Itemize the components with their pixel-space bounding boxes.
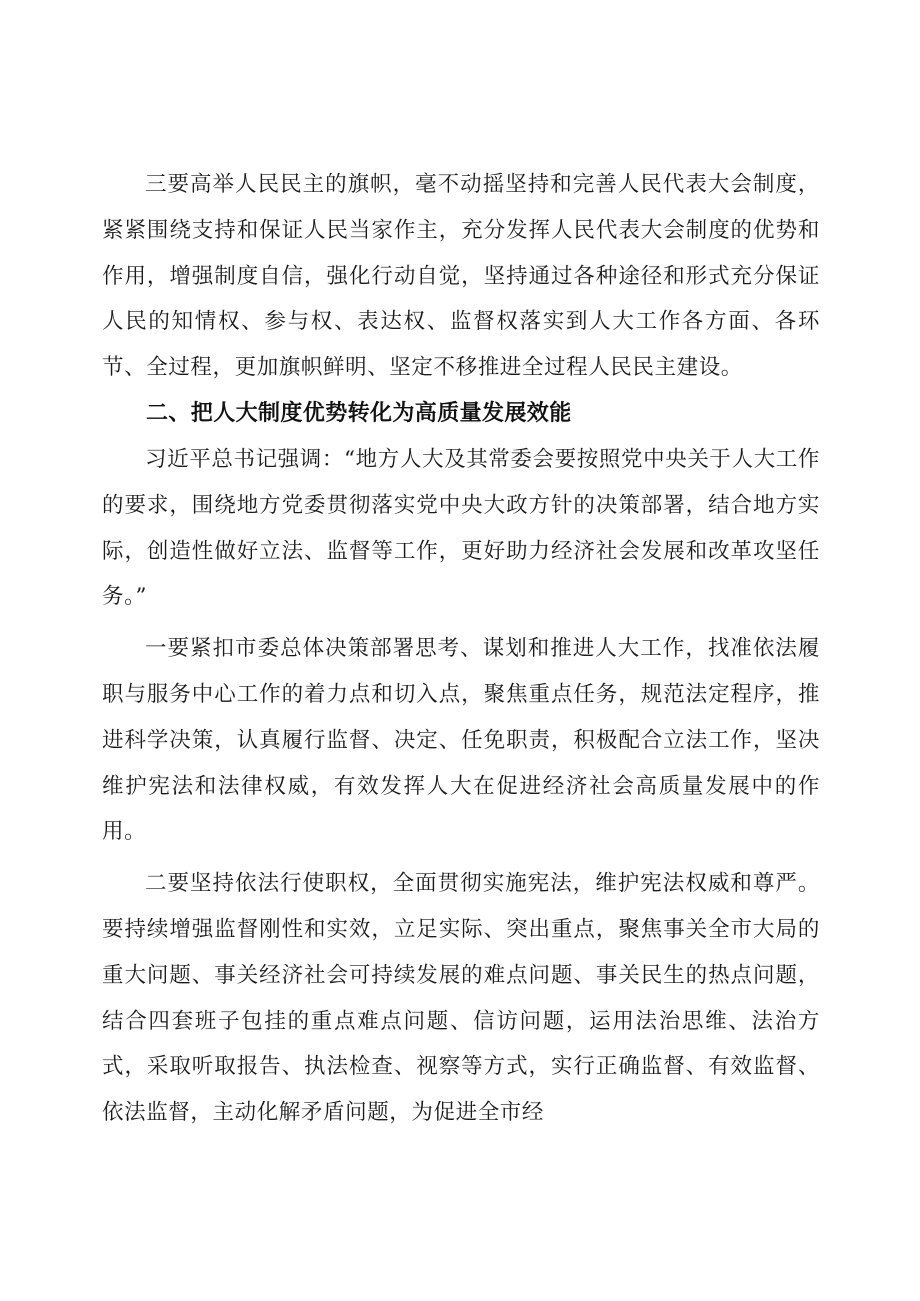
paragraph-point-one: 一要紧扣市委总体决策部署思考、谋划和推进人大工作，找准依法履职与服务中心工作的着力点和切入点，聚焦重点任务，规范法定程序，推进科学决策，认真履行监督、决定、任免职责，积极配合立法工作，坚决维护宪法和法律权威，有效发挥人大在促进经济社会高质量发展中的作用。 xyxy=(102,636,820,845)
section-heading-2: 二、把人大制度优势转化为高质量发展效能 xyxy=(146,400,572,426)
paragraph-quote: 习近平总书记强调：“地方人大及其常委会要按照党中央关于人大工作的要求，围绕地方党委贯彻落实党中央大政方针的决策部署，结合地方实际，创造性做好立法、监督等工作，更好助力经济社会发展和改革攻坚任务。” xyxy=(102,446,820,610)
paragraph-people-democracy: 三要高举人民民主的旗帜，毫不动摇坚持和完善人民代表大会制度，紧紧围绕支持和保证人民当家作主，充分发挥人民代表大会制度的优势和作用，增强制度自信，强化行动自觉，坚持通过各种途径和形式充分保证人民的知情权、参与权、表达权、监督权落实到人大工作各方面、各环节、全过程，更加旗帜鲜明、坚定不移推进全过程人民民主建设。 xyxy=(102,172,820,381)
document-body xyxy=(102,162,820,1136)
paragraph-point-two: 二要坚持依法行使职权，全面贯彻实施宪法，维护宪法权威和尊严。要持续增强监督刚性和实效，立足实际、突出重点，聚焦事关全市大局的重大问题、事关经济社会可持续发展的难点问题、事关民生的热点问题，结合四套班子包挂的重点难点问题、信访问题，运用法治思维、法治方式，采取听取报告、执法检查、视察等方式，实行正确监督、有效监督、依法监督，主动化解矛盾问题，为促进全市经 xyxy=(102,871,820,1126)
